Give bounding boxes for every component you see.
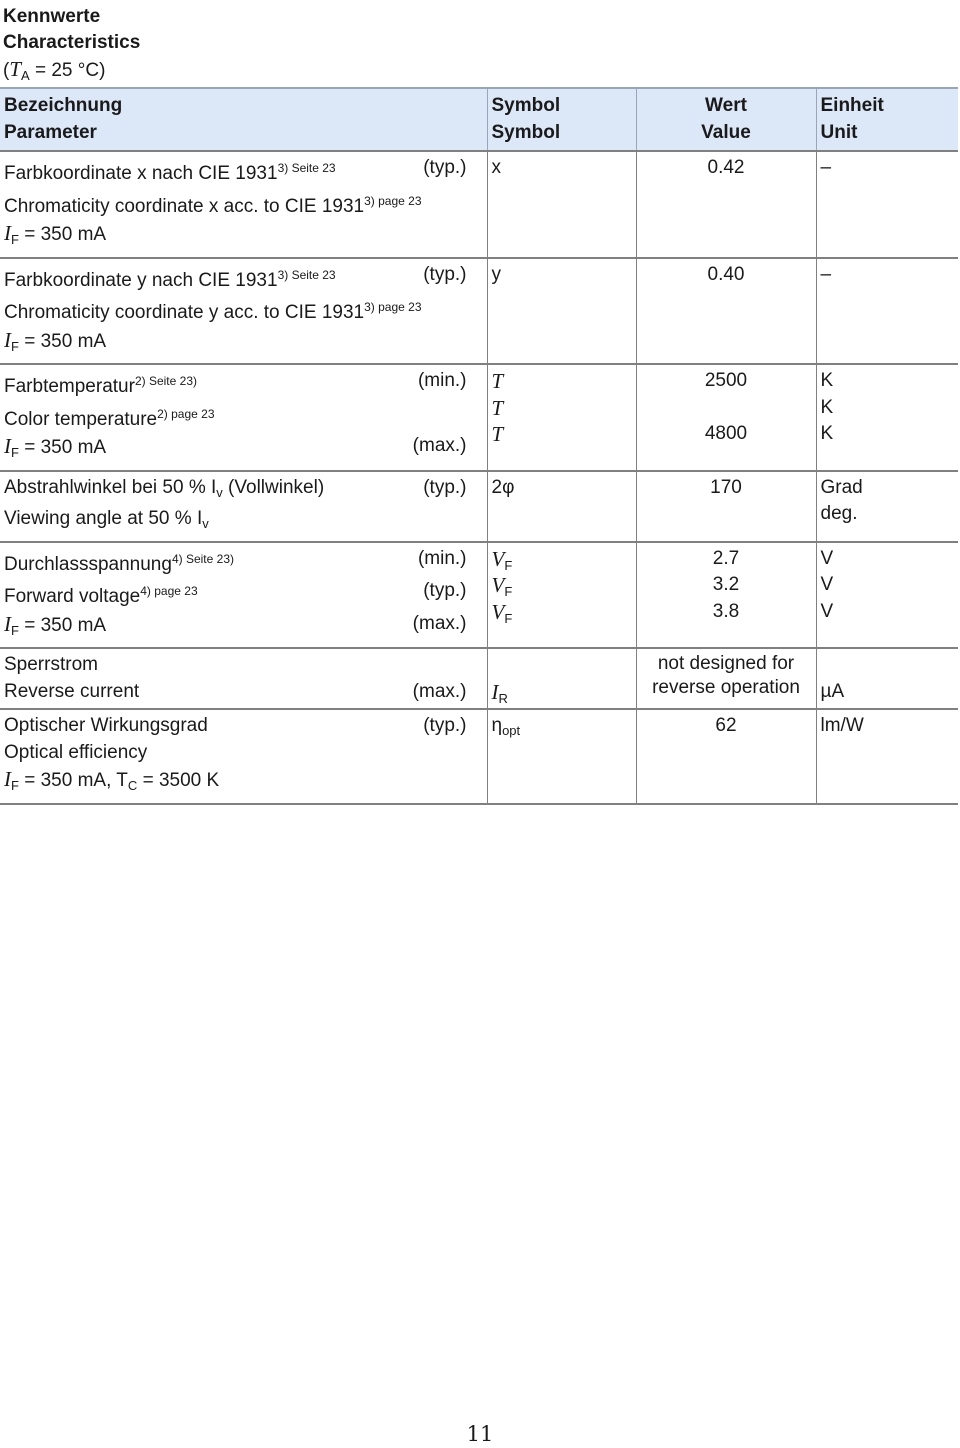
value-cell: 62 (636, 709, 816, 804)
unit-cell: V V V (816, 542, 958, 649)
unit-cell: µA (816, 648, 958, 709)
unit-cell: Grad deg. (816, 471, 958, 542)
table-row (0, 364, 958, 471)
unit-cell: – (816, 151, 958, 258)
column-header-unit: Einheit Unit (816, 88, 958, 151)
value-cell: 2500 4800 (636, 364, 816, 471)
value-cell: 2.7 3.2 3.8 (636, 542, 816, 649)
title-german: Kennwerte (3, 6, 101, 27)
parameter-cell: Durchlassspannung$^{4) Seite 23)}$ (min.) Forward voltage$^{4) page 23}$ (typ.) $I_F = 350$ mA (max.) (0, 542, 487, 649)
symbol-cell: T T T (487, 364, 636, 471)
value-cell: 170 (636, 471, 816, 542)
value-cell: 0.42 (636, 151, 816, 258)
ambient-condition: ($T_A = 25$ °C) (3, 57, 106, 83)
unit-cell: K K K (816, 364, 958, 471)
symbol-cell: x (487, 151, 636, 258)
symbol-cell: $V_F$ $V_F$ $V_F$ (487, 542, 636, 649)
parameter-cell: Farbkoordinate x nach CIE $1931^{3) Seite 23}$ (typ.) Chromaticity coordinate x acc. to CIE $1931^{3) page 23}$ $I_F = 350$ mA (0, 151, 487, 258)
table-row (0, 258, 958, 365)
characteristics-table (0, 87, 958, 805)
symbol-cell: $\eta_{opt}$ (487, 709, 636, 804)
parameter-cell: Optischer Wirkungsgrad (typ.) Optical efficiency $I_F = 350$ mA, $T_C = 3500$ K (0, 709, 487, 804)
symbol-cell: y (487, 258, 636, 365)
symbol-cell: $I_R$ (487, 648, 636, 709)
parameter-cell: Farbtemperatur$^{2) Seite 23)}$ (min.) Color temperature$^{2) page 23}$ $I_F = 350$ mA (max.) (0, 364, 487, 471)
unit-cell: lm/W (816, 709, 958, 804)
symbol-cell: 2φ (487, 471, 636, 542)
page-number: 11 (466, 1422, 494, 1446)
unit-cell: – (816, 258, 958, 365)
table-header-row (0, 88, 958, 151)
title-english: Characteristics (3, 32, 141, 53)
parameter-cell: Sperrstrom Reverse current (max.) (0, 648, 487, 709)
table-row (0, 471, 958, 542)
table-row (0, 151, 958, 258)
table-row (0, 709, 958, 804)
value-cell: not designed for reverse operation (636, 648, 816, 709)
parameter-cell: Abstrahlwinkel bei 50 % $I_v$ (Vollwinkel) (typ.) Viewing angle at 50 % $I_v$ (0, 471, 487, 542)
column-header-value: Wert Value (636, 88, 816, 151)
table-row (0, 648, 958, 709)
column-header-symbol: Symbol Symbol (487, 88, 636, 151)
column-header-parameter: Bezeichnung Parameter (0, 88, 487, 151)
table-row (0, 542, 958, 649)
value-cell: 0.40 (636, 258, 816, 365)
parameter-cell: Farbkoordinate y nach CIE $1931^{3) Seite 23}$ (typ.) Chromaticity coordinate y acc. to CIE $1931^{3) page 23}$ $I_F = 350$ mA (0, 258, 487, 365)
